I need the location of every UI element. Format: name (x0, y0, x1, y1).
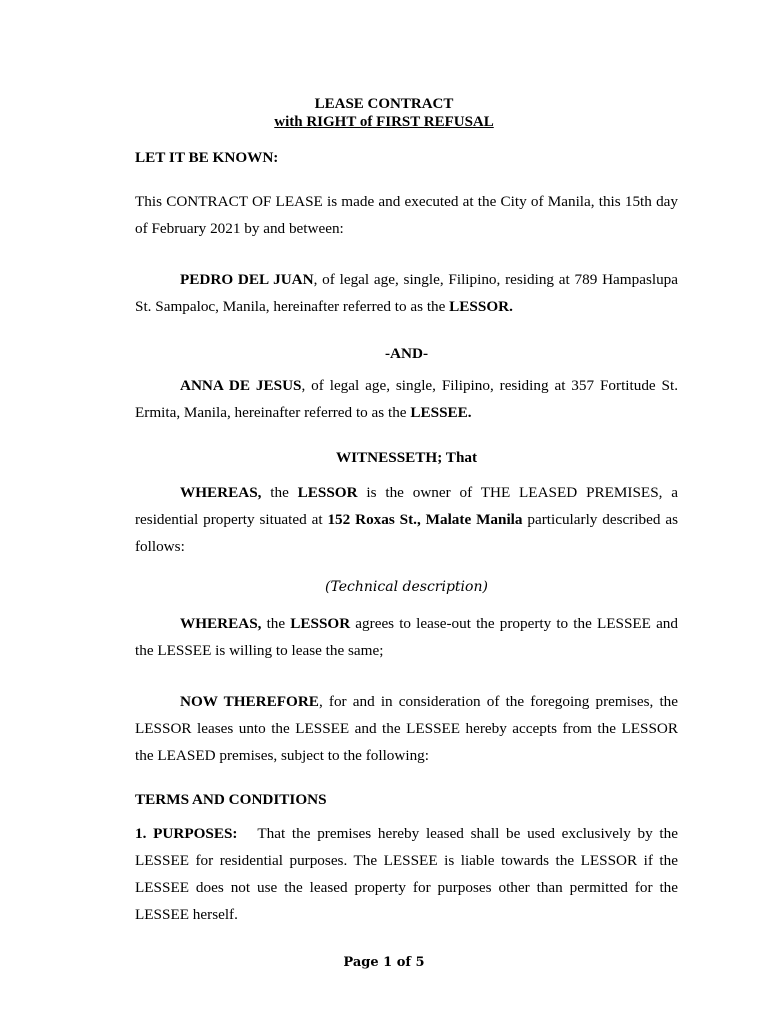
and-separator: -AND- (384, 345, 429, 362)
lessee-name: ANNA DE JESUS (180, 377, 302, 394)
title-lease-contract: LEASE CONTRACT (314, 96, 454, 112)
property-address: 152 Roxas St., Malate Manila (327, 511, 523, 528)
whereas-lease-paragraph: WHEREAS, the LESSOR agrees to lease-out the property to the LESSEE and the LESSEE is willing to lease the same; (135, 615, 678, 659)
page-footer: Page 1 of 5 (343, 955, 425, 970)
lessor-paragraph: PEDRO DEL JUAN, of legal age, single, Filipino, residing at 789 Hampaslupa St. Sampaloc, Manila, hereinafter referred to as the LESSOR. (135, 271, 679, 315)
current-page: 1 (383, 955, 393, 970)
intro-paragraph: This CONTRACT OF LEASE is made and executed at the City of Manila, this 15th day of February 2021 by and between: (135, 193, 678, 237)
now-therefore-paragraph: NOW THEREFORE, for and in consideration of the foregoing premises, the LESSOR leases unto the LESSEE and the LESSEE hereby accepts from the LESSOR the LEASED premises, subject to the following: (135, 693, 678, 764)
lessor-role: LESSOR. (449, 298, 513, 315)
lessor-name: PEDRO DEL JUAN (180, 271, 314, 288)
technical-description: (Technical description) (325, 579, 488, 595)
lessee-paragraph: ANNA DE JESUS, of legal age, single, Filipino, residing at 357 Fortitude St. Ermita, Manila, hereinafter referred to as the LESSEE. (135, 377, 678, 421)
let-it-be-known-heading: LET IT BE KNOWN: (135, 149, 279, 166)
purposes-clause: 1. PURPOSES: That the premises hereby leased shall be used exclusively by the LESSEE for residential purposes. The LESSEE is liable towards the LESSOR if the LESSEE does not use the leased property for purposes other than permitted for the LESSEE herself. (135, 825, 682, 923)
terms-and-conditions-heading: TERMS AND CONDITIONS (135, 791, 327, 808)
witnesseth-heading: WITNESSETH; That (335, 449, 478, 466)
title-right-of-first-refusal: with RIGHT of FIRST REFUSAL (274, 114, 494, 130)
total-pages: 5 (415, 955, 425, 970)
purposes-label: 1. PURPOSES: (135, 825, 238, 842)
whereas-owner-paragraph: WHEREAS, the LESSOR is the owner of THE LEASED PREMISES, a residential property situated at 152 Roxas St., Malate Manila particularly described as follows: (135, 484, 679, 555)
lessee-role: LESSEE. (410, 404, 472, 421)
